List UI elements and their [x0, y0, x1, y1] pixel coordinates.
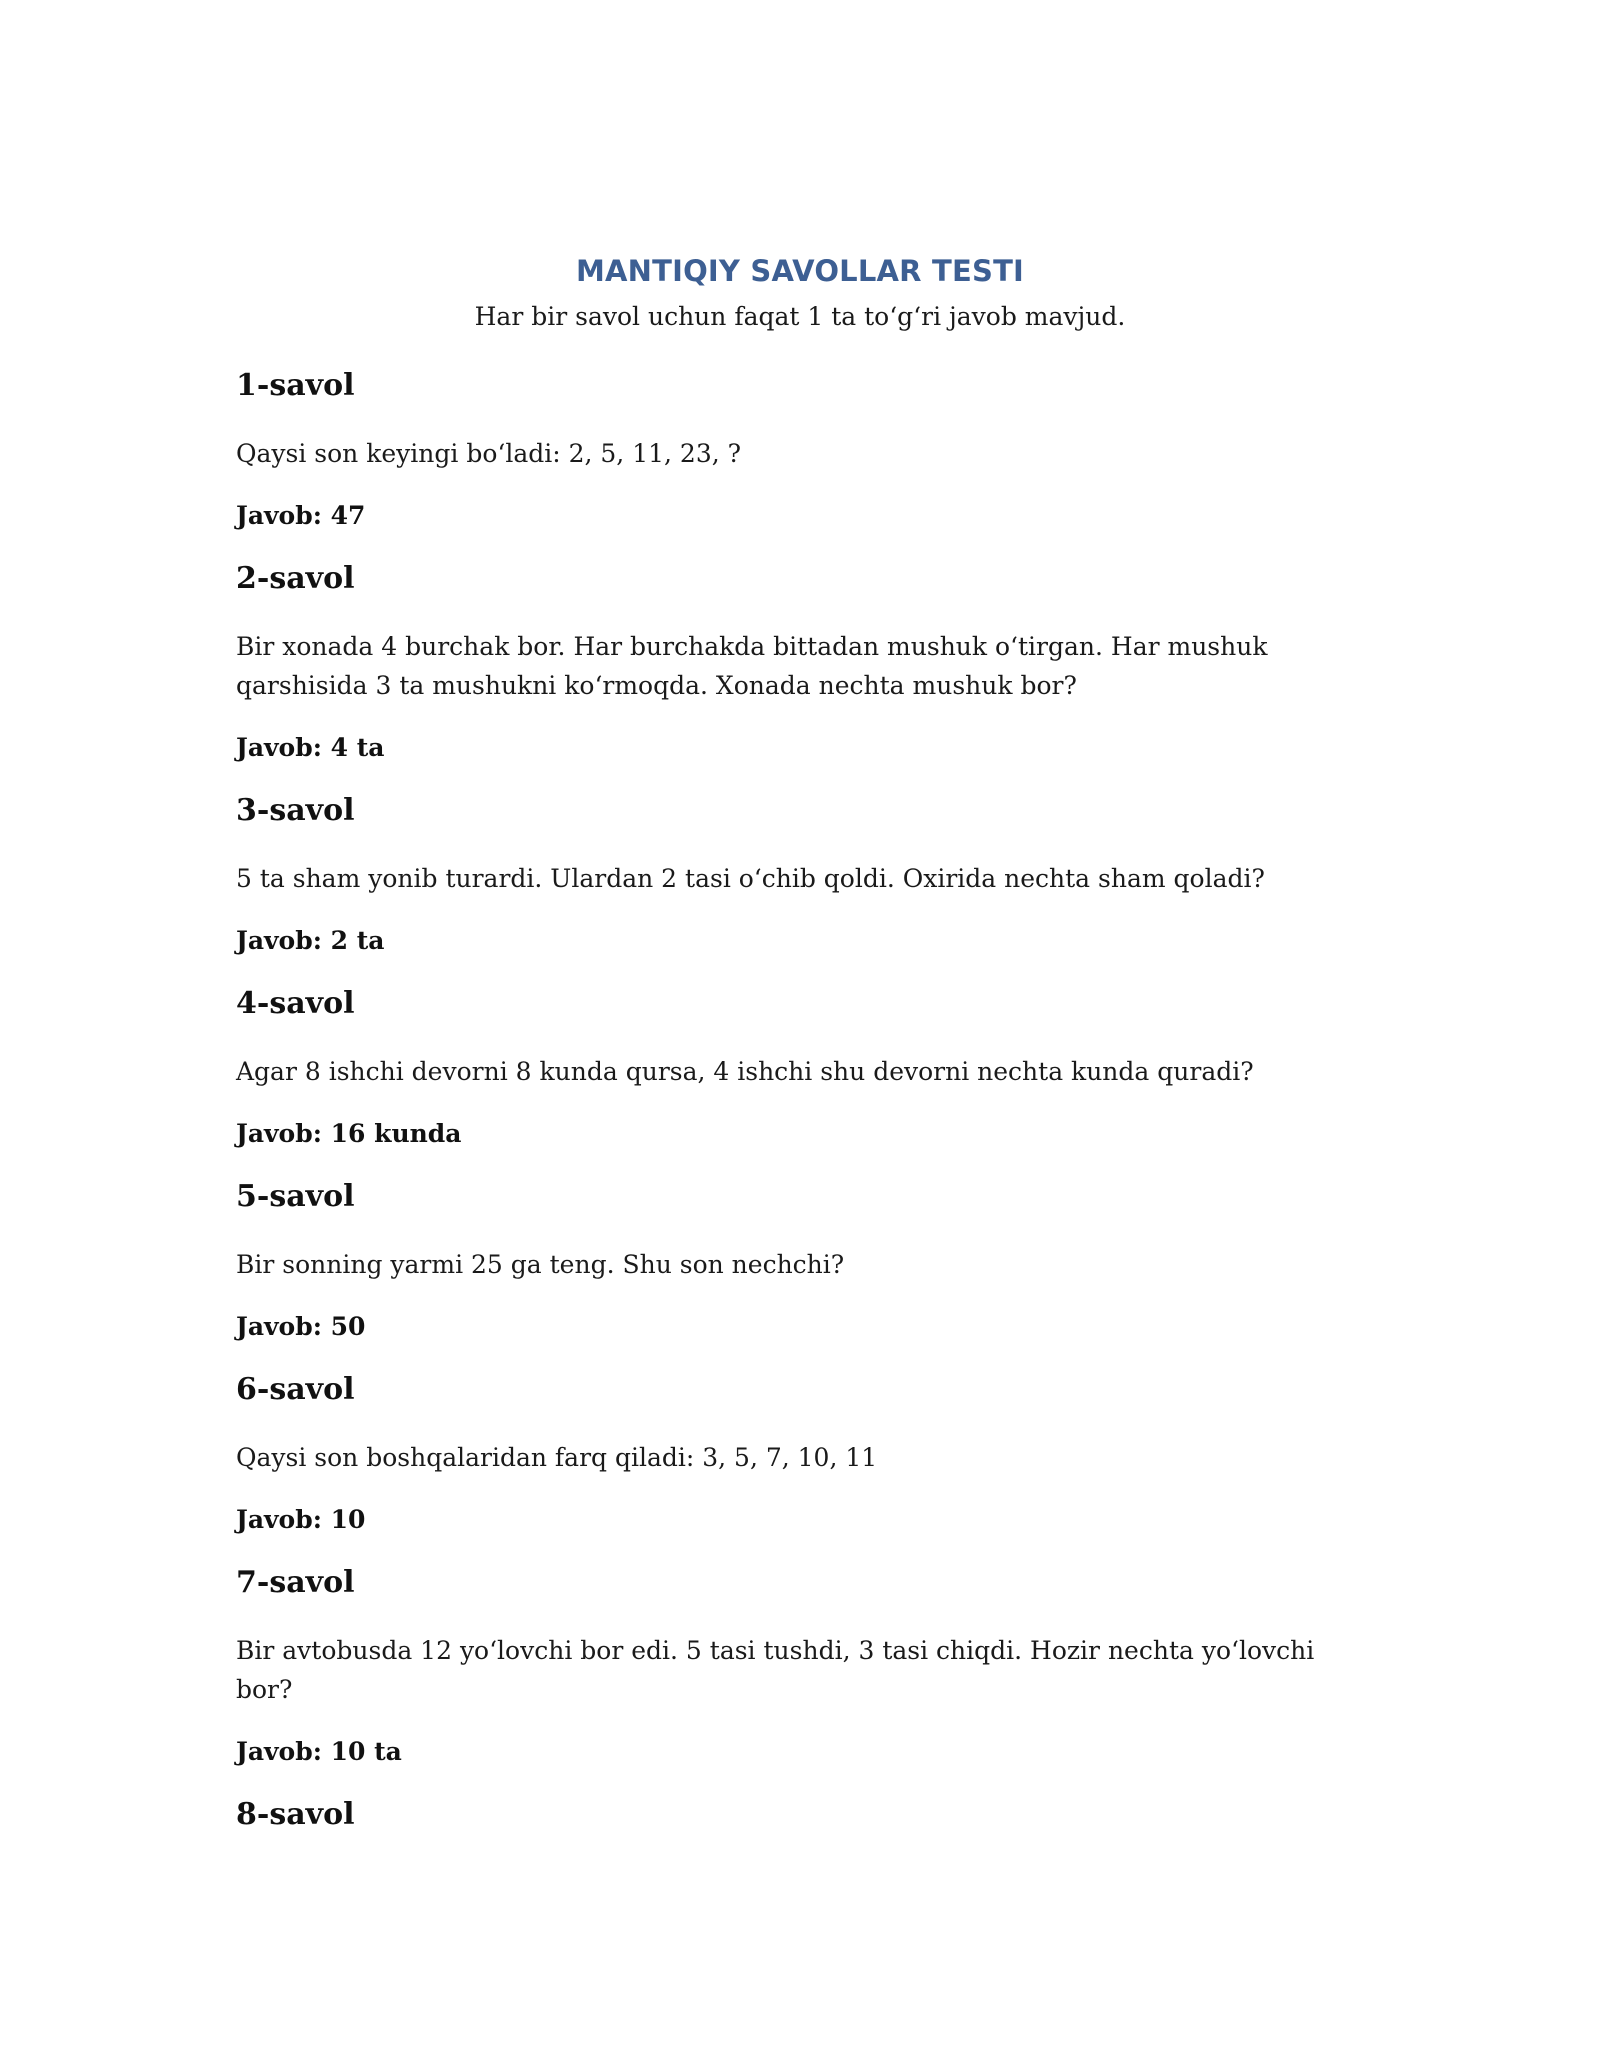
- question-heading: 7-savol: [236, 1565, 355, 1600]
- question-answer: Javob: 47: [236, 501, 366, 530]
- question-answer: Javob: 10: [236, 1505, 366, 1534]
- question-text: Qaysi son keyingi bo‘ladi: 2, 5, 11, 23, ?: [236, 439, 742, 468]
- question-5: [236, 1177, 1360, 1344]
- question-text: Qaysi son boshqalaridan farq qiladi: 3, 5, 7, 10, 11: [236, 1443, 878, 1472]
- question-answer: Javob: 2 ta: [236, 926, 385, 955]
- question-4: [236, 984, 1360, 1151]
- document-subtitle: Har bir savol uchun faqat 1 ta to‘g‘ri javob mavjud.: [474, 302, 1126, 331]
- question-heading: 8-savol: [236, 1797, 355, 1832]
- question-answer: Javob: 10 ta: [236, 1737, 402, 1766]
- question-6: [236, 1370, 1360, 1537]
- question-3: [236, 791, 1360, 958]
- question-heading: 3-savol: [236, 793, 355, 828]
- question-answer: Javob: 50: [236, 1312, 366, 1341]
- question-text: Bir sonning yarmi 25 ga teng. Shu son nechchi?: [236, 1250, 845, 1279]
- question-text: Agar 8 ishchi devorni 8 kunda qursa, 4 ishchi shu devorni nechta kunda quradi?: [236, 1057, 1254, 1086]
- question-7: [236, 1563, 1360, 1769]
- question-8: [236, 1795, 1360, 1835]
- questions-list: [236, 366, 1360, 1863]
- question-heading: 6-savol: [236, 1372, 355, 1407]
- question-heading: 1-savol: [236, 368, 355, 403]
- question-1: [236, 366, 1360, 533]
- question-heading: 5-savol: [236, 1179, 355, 1214]
- question-heading: 4-savol: [236, 986, 355, 1021]
- question-text: Bir xonada 4 burchak bor. Har burchakda bittadan mushuk o‘tirgan. Har mushuk qarshisida 3 ta mushukni ko‘rmoqda. Xonada nechta mushuk bor?: [236, 632, 1268, 700]
- question-answer: Javob: 16 kunda: [236, 1119, 462, 1148]
- question-heading: 2-savol: [236, 561, 355, 596]
- question-text: Bir avtobusda 12 yo‘lovchi bor edi. 5 tasi tushdi, 3 tasi chiqdi. Hozir nechta yo‘lovchi bor?: [236, 1636, 1315, 1704]
- question-answer: Javob: 4 ta: [236, 733, 385, 762]
- question-2: [236, 559, 1360, 765]
- question-text: 5 ta sham yonib turardi. Ulardan 2 tasi o‘chib qoldi. Oxirida nechta sham qoladi?: [236, 864, 1265, 893]
- document-title: MANTIQIY SAVOLLAR TESTI: [575, 254, 1025, 288]
